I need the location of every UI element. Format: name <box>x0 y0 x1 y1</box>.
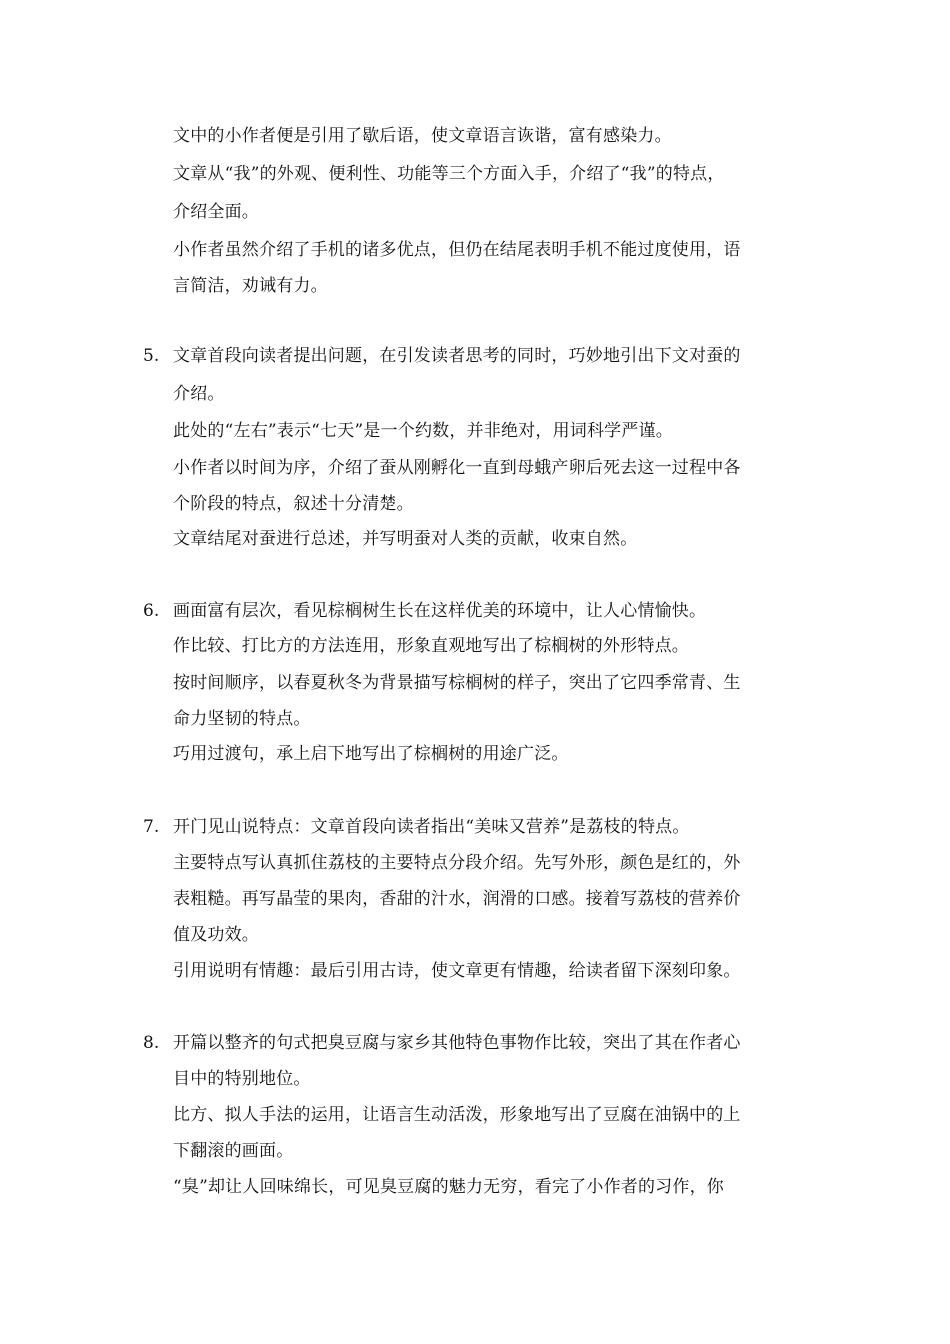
text-line: 开门见山说特点：文章首段向读者指出“美味又营养”是荔枝的特点。 <box>173 817 690 837</box>
text-line: 介绍全面。 <box>173 202 259 222</box>
text-line: “臭”却让人回味绵长，可见臭豆腐的魅力无穷，看完了小作者的习作，你 <box>173 1177 724 1197</box>
text-line: 小作者虽然介绍了手机的诸多优点，但仍在结尾表明手机不能过度使用，语 <box>173 240 741 260</box>
text-line: 介绍。 <box>173 384 225 404</box>
text-line: 作比较、打比方的方法连用，形象直观地写出了棕榈树的外形特点。 <box>173 636 689 656</box>
text-line: 个阶段的特点，叙述十分清楚。 <box>173 494 414 514</box>
text-line: 引用说明有情趣：最后引用古诗，使文章更有情趣，给读者留下深刻印象。 <box>173 961 741 981</box>
text-line: 巧用过渡句，承上启下地写出了棕榈树的用途广泛。 <box>173 744 569 764</box>
text-line: 文章从“我”的外观、便利性、功能等三个方面入手，介绍了“我”的特点， <box>173 164 725 184</box>
text-line: 下翻滚的画面。 <box>173 1141 294 1161</box>
text-line: 开篇以整齐的句式把臭豆腐与家乡其他特色事物作比较，突出了其在作者心 <box>173 1033 741 1053</box>
text-line: 此处的“左右”表示“七天”是一个约数，并非绝对，用词科学严谨。 <box>173 421 673 441</box>
text-line: 文章首段向读者提出问题，在引发读者思考的同时，巧妙地引出下文对蚕的 <box>173 346 741 366</box>
item-number: 5. <box>143 346 160 366</box>
text-line: 比方、拟人手法的运用，让语言生动活泼，形象地写出了豆腐在油锅中的上 <box>173 1105 741 1125</box>
item-number: 7. <box>143 817 160 837</box>
text-line: 按时间顺序，以春夏秋冬为背景描写棕榈树的样子，突出了它四季常青、生 <box>173 673 741 693</box>
item-number: 8. <box>143 1033 160 1053</box>
text-line: 值及功效。 <box>173 925 259 945</box>
text-line: 目中的特别地位。 <box>173 1069 311 1089</box>
text-line: 画面富有层次，看见棕榈树生长在这样优美的环境中，让人心情愉快。 <box>173 601 707 621</box>
item-number: 6. <box>143 601 160 621</box>
text-line: 命力坚韧的特点。 <box>173 709 311 729</box>
text-line: 文章结尾对蚕进行总述，并写明蚕对人类的贡献，收束自然。 <box>173 529 638 549</box>
text-line: 文中的小作者便是引用了歇后语，使文章语言诙谐，富有感染力。 <box>173 126 672 146</box>
text-line: 主要特点写认真抓住荔枝的主要特点分段介绍。先写外形，颜色是红的，外 <box>173 853 741 873</box>
text-line: 言简洁，劝诫有力。 <box>173 276 328 296</box>
text-line: 小作者以时间为序，介绍了蚕从刚孵化一直到母蛾产卵后死去这一过程中各 <box>173 458 741 478</box>
text-line: 表粗糙。再写晶莹的果肉，香甜的汁水，润滑的口感。接着写荔枝的营养价 <box>173 889 741 909</box>
